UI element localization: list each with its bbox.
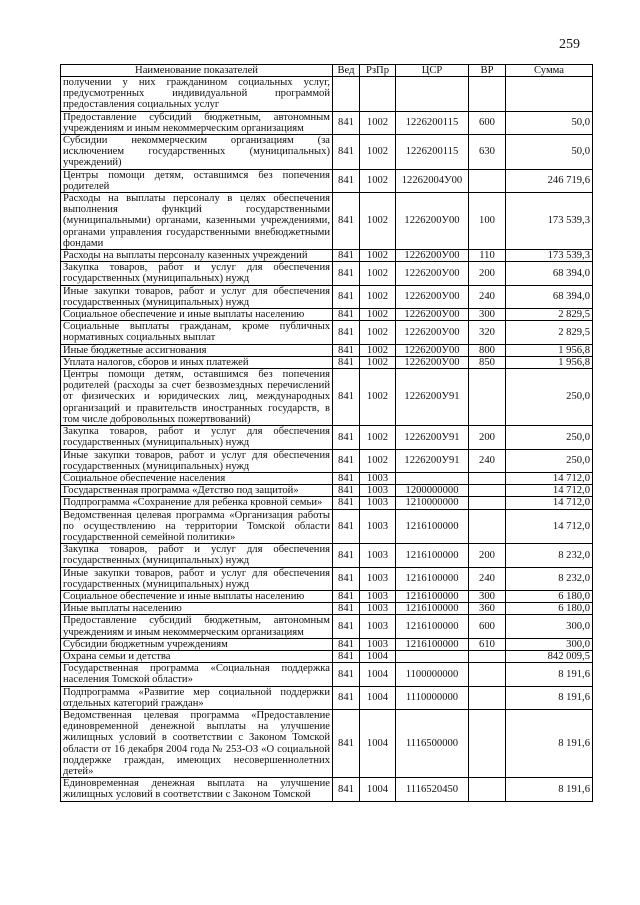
vr-cell — [469, 369, 506, 426]
indicator-name-cell: Расходы на выплаты персоналу в целях обеспечения выполнения функций государственными (муниципальными) органами, казенными учреждениями, органами управления государственными внебюджетными фондами — [61, 193, 333, 250]
indicator-name-cell: Расходы на выплаты персоналу казенных учреждений — [61, 250, 333, 262]
rzpr-cell: 1002 — [360, 250, 396, 262]
csr-cell — [396, 77, 469, 112]
vr-cell — [469, 686, 506, 709]
vr-cell: 850 — [469, 356, 506, 368]
page-number: 259 — [559, 37, 580, 52]
rzpr-cell: 1003 — [360, 638, 396, 650]
indicator-name-cell: Предоставление субсидий бюджетным, автономным учреждениям и иным некоммерческим организациям — [61, 615, 333, 638]
table-body — [61, 77, 593, 802]
csr-cell: 1110000000 — [396, 686, 469, 709]
csr-cell: 1226200У91 — [396, 426, 469, 449]
sum-cell: 14 712,0 — [506, 485, 593, 497]
header-csr: ЦСР — [396, 65, 469, 77]
header-name: Наименование показателей — [61, 65, 333, 77]
ved-cell: 841 — [333, 193, 360, 250]
budget-table — [60, 64, 593, 802]
rzpr-cell: 1002 — [360, 285, 396, 308]
rzpr-cell: 1003 — [360, 509, 396, 544]
sum-cell: 8 191,6 — [506, 686, 593, 709]
indicator-name-cell: Ведомственная целевая программа «Предоставление единовременной денежной выплаты на улучшение жилищных условий в соответствии с Законом Томской области от 16 декабря 2004 года № 253-ОЗ «О социальной поддержке граждан, имеющих несовершеннолетних детей» — [61, 709, 333, 777]
header-vr: ВР — [469, 65, 506, 77]
vr-cell: 360 — [469, 603, 506, 615]
vr-cell: 600 — [469, 111, 506, 134]
rzpr-cell: 1002 — [360, 369, 396, 426]
sum-cell: 50,0 — [506, 135, 593, 170]
table-row — [61, 650, 593, 662]
csr-cell: 1216100000 — [396, 603, 469, 615]
indicator-name-cell: получении у них гражданином социальных услуг, предусмотренных индивидуальной программой предоставления социальных услуг — [61, 77, 333, 112]
vr-cell: 300 — [469, 309, 506, 321]
ved-cell: 841 — [333, 709, 360, 777]
ved-cell: 841 — [333, 778, 360, 801]
sum-cell: 8 191,6 — [506, 663, 593, 686]
vr-cell — [469, 77, 506, 112]
csr-cell — [396, 650, 469, 662]
csr-cell: 1116520450 — [396, 778, 469, 801]
table-row — [61, 663, 593, 686]
sum-cell: 14 712,0 — [506, 509, 593, 544]
csr-cell: 1100000000 — [396, 663, 469, 686]
vr-cell — [469, 472, 506, 484]
csr-cell: 1216100000 — [396, 638, 469, 650]
rzpr-cell: 1004 — [360, 709, 396, 777]
vr-cell: 100 — [469, 193, 506, 250]
ved-cell: 841 — [333, 544, 360, 567]
sum-cell: 68 394,0 — [506, 285, 593, 308]
vr-cell: 240 — [469, 449, 506, 472]
csr-cell: 1226200У00 — [396, 262, 469, 285]
rzpr-cell: 1002 — [360, 111, 396, 134]
indicator-name-cell: Государственная программа «Детство под защитой» — [61, 485, 333, 497]
vr-cell — [469, 650, 506, 662]
table-row — [61, 135, 593, 170]
table-row — [61, 169, 593, 192]
indicator-name-cell: Закупка товаров, работ и услуг для обеспечения государственных (муниципальных) нужд — [61, 262, 333, 285]
ved-cell: 841 — [333, 472, 360, 484]
csr-cell: 1226200У00 — [396, 356, 469, 368]
indicator-name-cell: Центры помощи детям, оставшимся без попечения родителей (расходы за счет безвозмездных перечислений от физических и юридических лиц, международных организаций и правительств иностранных государств, в том числе добровольных пожертвований) — [61, 369, 333, 426]
indicator-name-cell: Уплата налогов, сборов и иных платежей — [61, 356, 333, 368]
table-row — [61, 369, 593, 426]
sum-cell: 8 191,6 — [506, 709, 593, 777]
indicator-name-cell: Подпрограмма «Развитие мер социальной поддержки отдельных категорий граждан» — [61, 686, 333, 709]
table-row — [61, 638, 593, 650]
csr-cell: 1216100000 — [396, 590, 469, 602]
table-row — [61, 285, 593, 308]
csr-cell: 1226200У00 — [396, 193, 469, 250]
sum-cell: 1 956,8 — [506, 344, 593, 356]
vr-cell — [469, 509, 506, 544]
vr-cell: 320 — [469, 321, 506, 344]
table-row — [61, 509, 593, 544]
vr-cell: 240 — [469, 567, 506, 590]
indicator-name-cell: Субсидии некоммерческим организациям (за исключением государственных (муниципальных) учреждений) — [61, 135, 333, 170]
sum-cell: 2 829,5 — [506, 309, 593, 321]
ved-cell: 841 — [333, 285, 360, 308]
ved-cell: 841 — [333, 615, 360, 638]
csr-cell: 1210000000 — [396, 497, 469, 509]
vr-cell — [469, 663, 506, 686]
sum-cell: 842 009,5 — [506, 650, 593, 662]
ved-cell: 841 — [333, 169, 360, 192]
ved-cell: 841 — [333, 356, 360, 368]
indicator-name-cell: Закупка товаров, работ и услуг для обеспечения государственных (муниципальных) нужд — [61, 544, 333, 567]
vr-cell — [469, 485, 506, 497]
rzpr-cell: 1002 — [360, 262, 396, 285]
indicator-name-cell: Социальное обеспечение и иные выплаты населению — [61, 590, 333, 602]
vr-cell: 200 — [469, 262, 506, 285]
table-row — [61, 250, 593, 262]
header-sum: Сумма — [506, 65, 593, 77]
table-row — [61, 544, 593, 567]
indicator-name-cell: Иные закупки товаров, работ и услуг для обеспечения государственных (муниципальных) нужд — [61, 285, 333, 308]
indicator-name-cell: Центры помощи детям, оставшимся без попечения родителей — [61, 169, 333, 192]
csr-cell: 1226200У00 — [396, 344, 469, 356]
table-row — [61, 472, 593, 484]
table-row — [61, 709, 593, 777]
sum-cell: 246 719,6 — [506, 169, 593, 192]
rzpr-cell: 1003 — [360, 497, 396, 509]
rzpr-cell: 1002 — [360, 135, 396, 170]
indicator-name-cell: Ведомственная целевая программа «Организация работы по осуществлению на территории Томской области государственной семейной политики» — [61, 509, 333, 544]
sum-cell: 250,0 — [506, 426, 593, 449]
ved-cell: 841 — [333, 590, 360, 602]
vr-cell — [469, 778, 506, 801]
csr-cell: 1226200115 — [396, 135, 469, 170]
ved-cell: 841 — [333, 369, 360, 426]
indicator-name-cell: Социальное обеспечение населения — [61, 472, 333, 484]
rzpr-cell: 1003 — [360, 567, 396, 590]
rzpr-cell: 1003 — [360, 603, 396, 615]
csr-cell: 1216100000 — [396, 544, 469, 567]
rzpr-cell: 1002 — [360, 426, 396, 449]
rzpr-cell: 1003 — [360, 485, 396, 497]
rzpr-cell: 1002 — [360, 321, 396, 344]
rzpr-cell: 1003 — [360, 590, 396, 602]
ved-cell: 841 — [333, 135, 360, 170]
vr-cell — [469, 169, 506, 192]
csr-cell: 1226200У00 — [396, 309, 469, 321]
vr-cell: 200 — [469, 426, 506, 449]
csr-cell: 1226200У91 — [396, 369, 469, 426]
indicator-name-cell: Иные выплаты населению — [61, 603, 333, 615]
sum-cell — [506, 77, 593, 112]
indicator-name-cell: Иные закупки товаров, работ и услуг для обеспечения государственных (муниципальных) нужд — [61, 567, 333, 590]
table-row — [61, 603, 593, 615]
vr-cell: 110 — [469, 250, 506, 262]
sum-cell: 8 232,0 — [506, 567, 593, 590]
vr-cell — [469, 497, 506, 509]
indicator-name-cell: Государственная программа «Социальная поддержка населения Томской области» — [61, 663, 333, 686]
ved-cell — [333, 77, 360, 112]
vr-cell: 240 — [469, 285, 506, 308]
sum-cell: 50,0 — [506, 111, 593, 134]
rzpr-cell: 1004 — [360, 663, 396, 686]
ved-cell: 841 — [333, 309, 360, 321]
ved-cell: 841 — [333, 344, 360, 356]
table-row — [61, 778, 593, 801]
ved-cell: 841 — [333, 603, 360, 615]
rzpr-cell — [360, 77, 396, 112]
indicator-name-cell: Социальные выплаты гражданам, кроме публичных нормативных социальных выплат — [61, 321, 333, 344]
ved-cell: 841 — [333, 509, 360, 544]
ved-cell: 841 — [333, 426, 360, 449]
table-row — [61, 111, 593, 134]
sum-cell: 8 191,6 — [506, 778, 593, 801]
ved-cell: 841 — [333, 449, 360, 472]
csr-cell: 1216100000 — [396, 615, 469, 638]
ved-cell: 841 — [333, 485, 360, 497]
table-row — [61, 321, 593, 344]
rzpr-cell: 1002 — [360, 356, 396, 368]
rzpr-cell: 1002 — [360, 193, 396, 250]
table-row — [61, 426, 593, 449]
sum-cell: 250,0 — [506, 369, 593, 426]
indicator-name-cell: Субсидии бюджетным учреждениям — [61, 638, 333, 650]
rzpr-cell: 1004 — [360, 650, 396, 662]
rzpr-cell: 1002 — [360, 309, 396, 321]
sum-cell: 300,0 — [506, 638, 593, 650]
csr-cell: 1226200У91 — [396, 449, 469, 472]
table-row — [61, 615, 593, 638]
sum-cell: 250,0 — [506, 449, 593, 472]
vr-cell: 630 — [469, 135, 506, 170]
ved-cell: 841 — [333, 638, 360, 650]
table-row — [61, 77, 593, 112]
table-row — [61, 356, 593, 368]
table-row — [61, 686, 593, 709]
sum-cell: 8 232,0 — [506, 544, 593, 567]
indicator-name-cell: Иные бюджетные ассигнования — [61, 344, 333, 356]
table-row — [61, 262, 593, 285]
csr-cell: 1226200У00 — [396, 285, 469, 308]
vr-cell — [469, 709, 506, 777]
table-row — [61, 590, 593, 602]
rzpr-cell: 1004 — [360, 778, 396, 801]
sum-cell: 6 180,0 — [506, 603, 593, 615]
sum-cell: 14 712,0 — [506, 472, 593, 484]
rzpr-cell: 1002 — [360, 449, 396, 472]
indicator-name-cell: Единовременная денежная выплата на улучшение жилищных условий в соответствии с Законом Томской — [61, 778, 333, 801]
ved-cell: 841 — [333, 650, 360, 662]
rzpr-cell: 1003 — [360, 544, 396, 567]
vr-cell: 600 — [469, 615, 506, 638]
sum-cell: 173 539,3 — [506, 250, 593, 262]
csr-cell: 1226200У00 — [396, 321, 469, 344]
indicator-name-cell: Охрана семьи и детства — [61, 650, 333, 662]
table-row — [61, 485, 593, 497]
table-row — [61, 309, 593, 321]
csr-cell: 1200000000 — [396, 485, 469, 497]
ved-cell: 841 — [333, 686, 360, 709]
rzpr-cell: 1003 — [360, 615, 396, 638]
csr-cell: 1116500000 — [396, 709, 469, 777]
sum-cell: 300,0 — [506, 615, 593, 638]
rzpr-cell: 1004 — [360, 686, 396, 709]
ved-cell: 841 — [333, 250, 360, 262]
csr-cell: 1226200У00 — [396, 250, 469, 262]
table-row — [61, 449, 593, 472]
indicator-name-cell: Подпрограмма «Сохранение для ребенка кровной семьи» — [61, 497, 333, 509]
sum-cell: 68 394,0 — [506, 262, 593, 285]
table-row — [61, 344, 593, 356]
csr-cell: 1216100000 — [396, 567, 469, 590]
ved-cell: 841 — [333, 321, 360, 344]
ved-cell: 841 — [333, 262, 360, 285]
header-ved: Вед — [333, 65, 360, 77]
indicator-name-cell: Иные закупки товаров, работ и услуг для обеспечения государственных (муниципальных) нужд — [61, 449, 333, 472]
vr-cell: 800 — [469, 344, 506, 356]
rzpr-cell: 1002 — [360, 169, 396, 192]
header-rzpr: РзПр — [360, 65, 396, 77]
csr-cell: 1226200115 — [396, 111, 469, 134]
vr-cell: 200 — [469, 544, 506, 567]
ved-cell: 841 — [333, 567, 360, 590]
csr-cell: 12262004У00 — [396, 169, 469, 192]
rzpr-cell: 1003 — [360, 472, 396, 484]
indicator-name-cell: Закупка товаров, работ и услуг для обеспечения государственных (муниципальных) нужд — [61, 426, 333, 449]
table-row — [61, 193, 593, 250]
indicator-name-cell: Предоставление субсидий бюджетным, автономным учреждениям и иным некоммерческим организациям — [61, 111, 333, 134]
csr-cell — [396, 472, 469, 484]
ved-cell: 841 — [333, 497, 360, 509]
vr-cell: 610 — [469, 638, 506, 650]
rzpr-cell: 1002 — [360, 344, 396, 356]
ved-cell: 841 — [333, 111, 360, 134]
vr-cell: 300 — [469, 590, 506, 602]
sum-cell: 14 712,0 — [506, 497, 593, 509]
ved-cell: 841 — [333, 663, 360, 686]
sum-cell: 1 956,8 — [506, 356, 593, 368]
indicator-name-cell: Социальное обеспечение и иные выплаты населению — [61, 309, 333, 321]
csr-cell: 1216100000 — [396, 509, 469, 544]
sum-cell: 2 829,5 — [506, 321, 593, 344]
table-row — [61, 497, 593, 509]
sum-cell: 173 539,3 — [506, 193, 593, 250]
table-header-row — [61, 65, 593, 77]
table-row — [61, 567, 593, 590]
sum-cell: 6 180,0 — [506, 590, 593, 602]
